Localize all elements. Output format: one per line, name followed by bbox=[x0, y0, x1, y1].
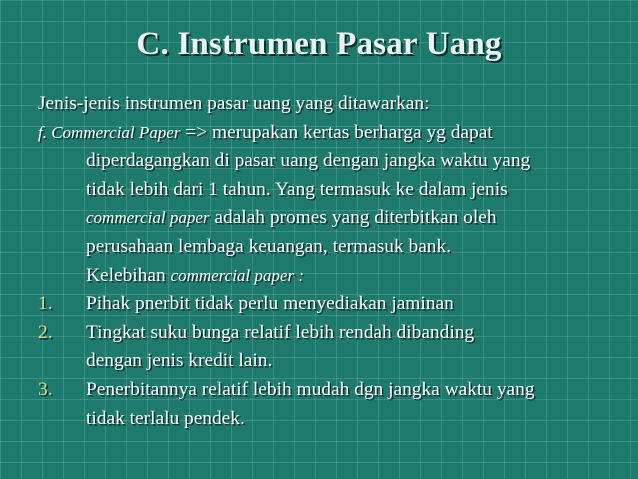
slide-body bbox=[38, 90, 634, 433]
advantages-intro-text: Kelebihan bbox=[86, 264, 171, 286]
item-f-line-2: diperdagangkan di pasar uang dengan jangka waktu yang bbox=[86, 150, 531, 172]
item-f-line-4 bbox=[38, 204, 634, 233]
list-item-text: Penerbitannya relatif lebih mudah dgn jangka waktu yang bbox=[86, 378, 535, 400]
intro-text: Jenis-jenis instrumen pasar uang yang ditawarkan: bbox=[38, 93, 430, 114]
item-f-text-4: adalah promes yang diterbitkan oleh bbox=[209, 207, 497, 229]
list-item bbox=[38, 376, 634, 433]
slide-title: C. Instrumen Pasar Uang bbox=[136, 26, 502, 62]
list-item bbox=[38, 290, 634, 319]
list-item-text: dengan jenis kredit lain. bbox=[86, 350, 273, 372]
item-f-term: f. Commercial Paper bbox=[38, 122, 181, 142]
list-item bbox=[38, 319, 634, 376]
list-item-text: Pihak pnerbit tidak perlu menyediakan jaminan bbox=[86, 293, 454, 315]
list-marker: 2. bbox=[38, 321, 53, 343]
list-item-text: Tingkat suku bunga relatif lebih rendah dibanding bbox=[86, 321, 475, 343]
item-f-line-1 bbox=[38, 119, 634, 148]
list-marker: 3. bbox=[38, 378, 53, 400]
list-item-text: tidak terlalu pendek. bbox=[86, 407, 245, 429]
advantages-intro bbox=[38, 262, 634, 291]
item-f-line-5: perusahaan lembaga keuangan, termasuk bank. bbox=[86, 235, 452, 257]
item-f-text-1: => merupakan kertas berharga yg dapat bbox=[180, 121, 493, 143]
item-f-inline-term: commercial paper bbox=[86, 208, 210, 228]
advantages-term: commercial paper : bbox=[170, 265, 304, 285]
list-marker: 1. bbox=[38, 293, 53, 315]
item-f-line-3: tidak lebih dari 1 tahun. Yang termasuk ke dalam jenis bbox=[86, 178, 508, 200]
